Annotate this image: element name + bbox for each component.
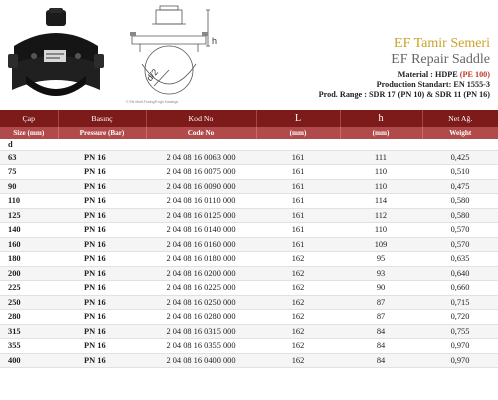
- title-block: [391, 36, 490, 68]
- cell-code: 2 04 08 16 0075 000: [146, 165, 256, 180]
- cell-weight: 0,720: [422, 310, 498, 325]
- product-table: [0, 110, 498, 368]
- cell-size: 315: [0, 324, 58, 339]
- col-header-size: Çap: [0, 110, 58, 127]
- cell-size: 355: [0, 339, 58, 354]
- cell-h: 90: [340, 281, 422, 296]
- cell-h: 111: [340, 150, 422, 165]
- cell-pressure: PN 16: [58, 223, 146, 238]
- cell-h: 109: [340, 237, 422, 252]
- cell-weight: 0,475: [422, 179, 498, 194]
- table-row: [0, 266, 498, 281]
- col-subheader-weight: Weight: [422, 127, 498, 139]
- cell-h: 84: [340, 339, 422, 354]
- col-subheader-code: Code No: [146, 127, 256, 139]
- cell-pressure: PN 16: [58, 252, 146, 267]
- diameter-label: d: [0, 139, 58, 150]
- col-subheader-h: (mm): [340, 127, 422, 139]
- table-row: [0, 281, 498, 296]
- cell-size: 75: [0, 165, 58, 180]
- cell-L: 161: [256, 208, 340, 223]
- drawing-caption: © Elk Multi-Fusing/Engb Katalogu: [126, 100, 179, 104]
- cell-size: 250: [0, 295, 58, 310]
- cell-weight: 0,635: [422, 252, 498, 267]
- dimension-h-label: h: [212, 36, 218, 46]
- material-label: Material : HDPE: [397, 70, 460, 79]
- cell-weight: 0,580: [422, 194, 498, 209]
- cell-h: 87: [340, 310, 422, 325]
- cell-pressure: PN 16: [58, 266, 146, 281]
- cell-weight: 0,970: [422, 353, 498, 368]
- cell-pressure: PN 16: [58, 208, 146, 223]
- table-row: [0, 150, 498, 165]
- cell-h: 110: [340, 179, 422, 194]
- cell-size: 63: [0, 150, 58, 165]
- cell-h: 87: [340, 295, 422, 310]
- cell-weight: 0,970: [422, 339, 498, 354]
- table-row: [0, 295, 498, 310]
- cell-h: 112: [340, 208, 422, 223]
- col-subheader-pressure: Pressure (Bar): [58, 127, 146, 139]
- cell-weight: 0,570: [422, 237, 498, 252]
- cell-L: 162: [256, 295, 340, 310]
- cell-code: 2 04 08 16 0355 000: [146, 339, 256, 354]
- cell-h: 110: [340, 223, 422, 238]
- cell-code: 2 04 08 16 0125 000: [146, 208, 256, 223]
- production-standard: Production Standart: EN 1555-3: [376, 80, 490, 89]
- col-header-weight: Net Ağ.: [422, 110, 498, 127]
- product-photo: [4, 6, 108, 104]
- production-range: Prod. Range : SDR 17 (PN 10) & SDR 11 (PN 16): [318, 90, 490, 99]
- cell-code: 2 04 08 16 0180 000: [146, 252, 256, 267]
- cell-h: 84: [340, 324, 422, 339]
- cell-size: 140: [0, 223, 58, 238]
- cell-code: 2 04 08 16 0140 000: [146, 223, 256, 238]
- cell-code: 2 04 08 16 0250 000: [146, 295, 256, 310]
- diameter-row: [0, 139, 498, 150]
- cell-pressure: PN 16: [58, 150, 146, 165]
- cell-h: 93: [340, 266, 422, 281]
- table-row: [0, 165, 498, 180]
- cell-size: 225: [0, 281, 58, 296]
- col-header-pressure: Basınç: [58, 110, 146, 127]
- col-subheader-L: (mm): [256, 127, 340, 139]
- cell-h: 114: [340, 194, 422, 209]
- cell-pressure: PN 16: [58, 165, 146, 180]
- cell-pressure: PN 16: [58, 353, 146, 368]
- cell-L: 162: [256, 310, 340, 325]
- table-row: [0, 237, 498, 252]
- col-header-L: L: [256, 110, 340, 127]
- table-row: [0, 208, 498, 223]
- cell-code: 2 04 08 16 0200 000: [146, 266, 256, 281]
- spec-block: [319, 70, 490, 100]
- table-header-tr: [0, 110, 498, 127]
- cell-L: 162: [256, 281, 340, 296]
- cell-pressure: PN 16: [58, 281, 146, 296]
- cell-L: 161: [256, 237, 340, 252]
- cell-L: 162: [256, 266, 340, 281]
- dimension-d2-label: d/2: [144, 66, 161, 84]
- table-row: [0, 353, 498, 368]
- product-title-en: EF Repair Saddle: [391, 52, 490, 67]
- cell-code: 2 04 08 16 0090 000: [146, 179, 256, 194]
- table-row: [0, 223, 498, 238]
- cell-weight: 0,425: [422, 150, 498, 165]
- col-subheader-size: Size (mm): [0, 127, 58, 139]
- cell-code: 2 04 08 16 0225 000: [146, 281, 256, 296]
- cell-pressure: PN 16: [58, 310, 146, 325]
- table-row: [0, 324, 498, 339]
- cell-weight: 0,755: [422, 324, 498, 339]
- cell-code: 2 04 08 16 0315 000: [146, 324, 256, 339]
- cell-L: 161: [256, 223, 340, 238]
- cell-code: 2 04 08 16 0400 000: [146, 353, 256, 368]
- material-line: [319, 70, 490, 80]
- material-grade: (PE 100): [459, 70, 490, 79]
- cell-size: 110: [0, 194, 58, 209]
- table-row: [0, 339, 498, 354]
- cell-weight: 0,580: [422, 208, 498, 223]
- cell-code: 2 04 08 16 0280 000: [146, 310, 256, 325]
- cell-L: 162: [256, 353, 340, 368]
- cell-pressure: PN 16: [58, 339, 146, 354]
- table-header-en: [0, 127, 498, 139]
- cell-pressure: PN 16: [58, 237, 146, 252]
- cell-h: 95: [340, 252, 422, 267]
- cell-L: 162: [256, 324, 340, 339]
- cell-size: 280: [0, 310, 58, 325]
- cell-pressure: PN 16: [58, 194, 146, 209]
- cell-L: 162: [256, 339, 340, 354]
- cell-size: 160: [0, 237, 58, 252]
- cell-size: 200: [0, 266, 58, 281]
- cell-L: 161: [256, 179, 340, 194]
- cell-L: 161: [256, 165, 340, 180]
- cell-code: 2 04 08 16 0160 000: [146, 237, 256, 252]
- cell-weight: 0,570: [422, 223, 498, 238]
- cell-size: 180: [0, 252, 58, 267]
- cell-pressure: PN 16: [58, 324, 146, 339]
- cell-h: 110: [340, 165, 422, 180]
- cell-weight: 0,640: [422, 266, 498, 281]
- cell-size: 90: [0, 179, 58, 194]
- product-title-tr: EF Tamir Semeri: [394, 36, 490, 51]
- technical-drawing: [122, 4, 216, 108]
- cell-L: 161: [256, 194, 340, 209]
- table-row: [0, 252, 498, 267]
- col-header-code: Kod No: [146, 110, 256, 127]
- cell-weight: 0,660: [422, 281, 498, 296]
- cell-size: 125: [0, 208, 58, 223]
- cell-L: 161: [256, 150, 340, 165]
- table-row: [0, 179, 498, 194]
- col-header-h: h: [340, 110, 422, 127]
- cell-weight: 0,510: [422, 165, 498, 180]
- cell-pressure: PN 16: [58, 179, 146, 194]
- cell-code: 2 04 08 16 0063 000: [146, 150, 256, 165]
- table-row: [0, 194, 498, 209]
- cell-h: 84: [340, 353, 422, 368]
- cell-code: 2 04 08 16 0110 000: [146, 194, 256, 209]
- cell-weight: 0,715: [422, 295, 498, 310]
- cell-L: 162: [256, 252, 340, 267]
- cell-pressure: PN 16: [58, 295, 146, 310]
- cell-size: 400: [0, 353, 58, 368]
- table-row: [0, 310, 498, 325]
